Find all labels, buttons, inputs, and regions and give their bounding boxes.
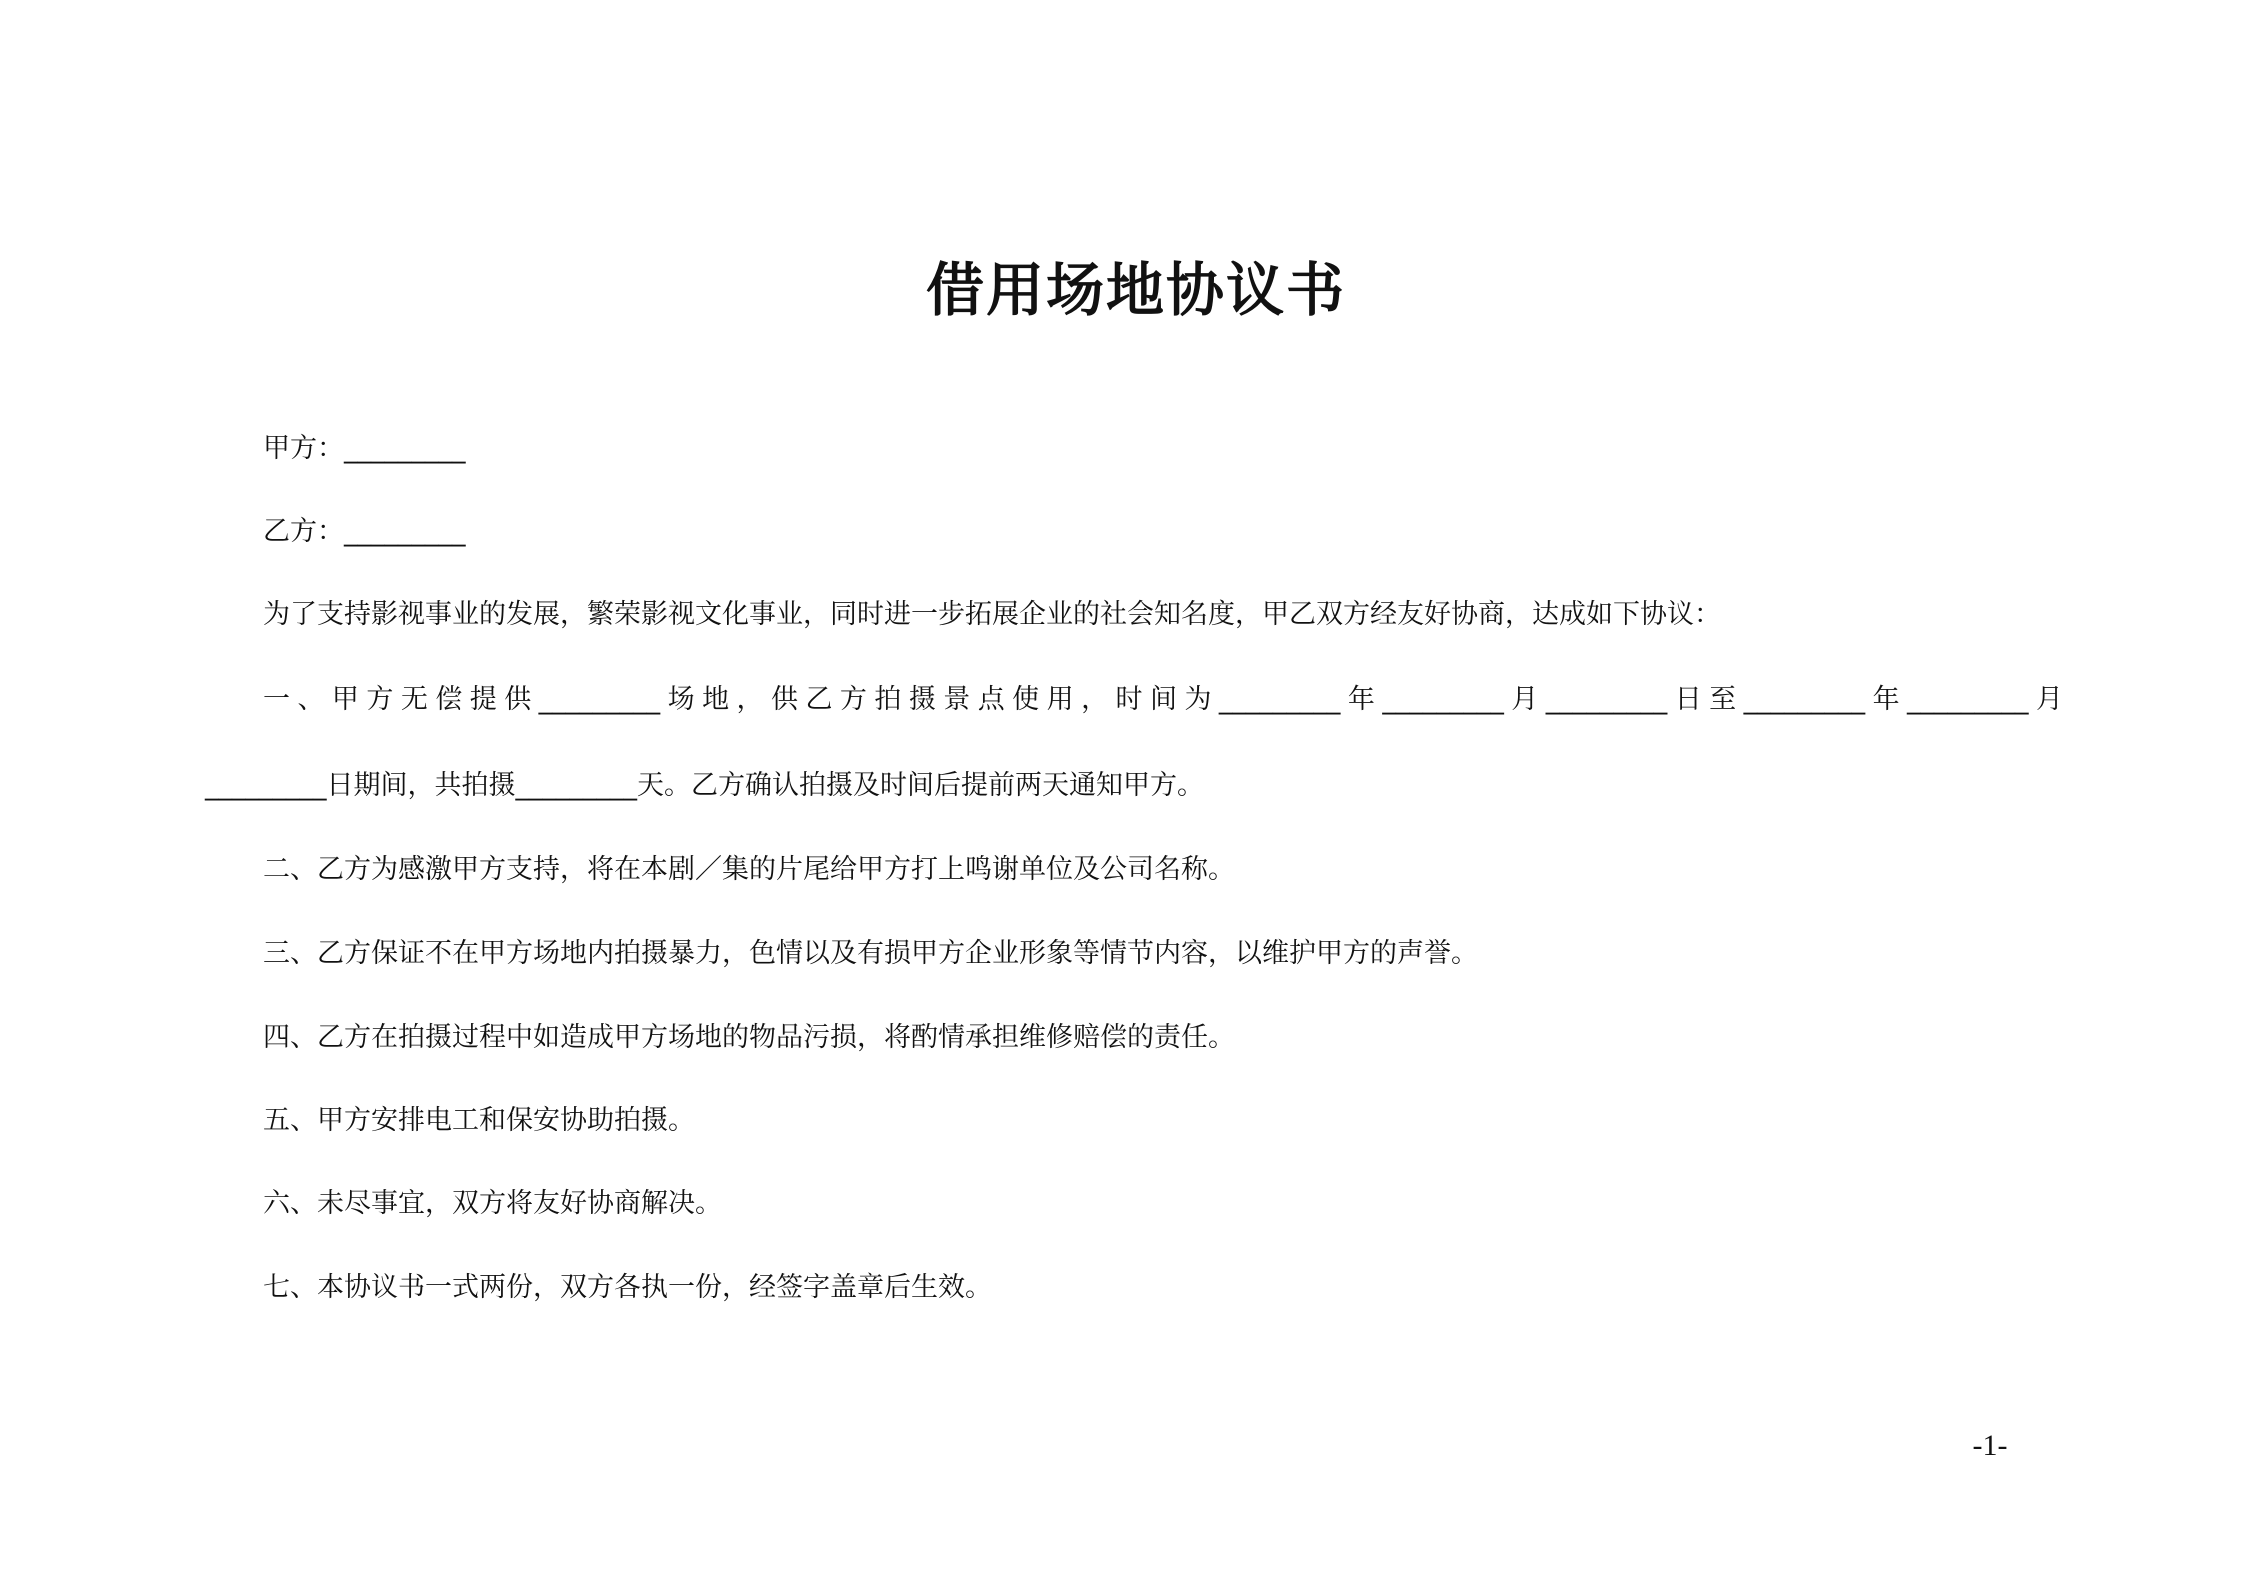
clause-2: 二、乙方为感激甲方支持，将在本剧／集的片尾给甲方打上鸣谢单位及公司名称。 xyxy=(263,854,1235,885)
document-title: 借用场地协议书 xyxy=(925,256,1346,324)
clause-5: 五、甲方安排电工和保安协助拍摄。 xyxy=(263,1105,695,1136)
page-number: -1- xyxy=(1972,1429,2008,1462)
clause-6: 六、未尽事宜，双方将友好协商解决。 xyxy=(263,1188,722,1219)
clause-1-line-2: _________日期间，共拍摄_________天。乙方确认拍摄及时间后提前两天通知甲方。 xyxy=(205,770,1204,801)
party-b-line: 乙方：_________ xyxy=(263,516,466,547)
clause-7: 七、本协议书一式两份，双方各执一份，经签字盖章后生效。 xyxy=(263,1272,992,1303)
clause-1-line-1: 一、甲方无偿提供_________场地，供乙方拍摄景点使用，时间为_________年_________月_________日至_________年_________月 xyxy=(263,684,2063,715)
clause-4: 四、乙方在拍摄过程中如造成甲方场地的物品污损，将酌情承担维修赔偿的责任。 xyxy=(263,1022,1235,1053)
party-a-line: 甲方：_________ xyxy=(263,433,466,464)
clause-3: 三、乙方保证不在甲方场地内拍摄暴力，色情以及有损甲方企业形象等情节内容，以维护甲方的声誉。 xyxy=(263,938,1478,969)
preamble-paragraph: 为了支持影视事业的发展，繁荣影视文化事业，同时进一步拓展企业的社会知名度，甲乙双方经友好协商，达成如下协议： xyxy=(263,599,1721,630)
